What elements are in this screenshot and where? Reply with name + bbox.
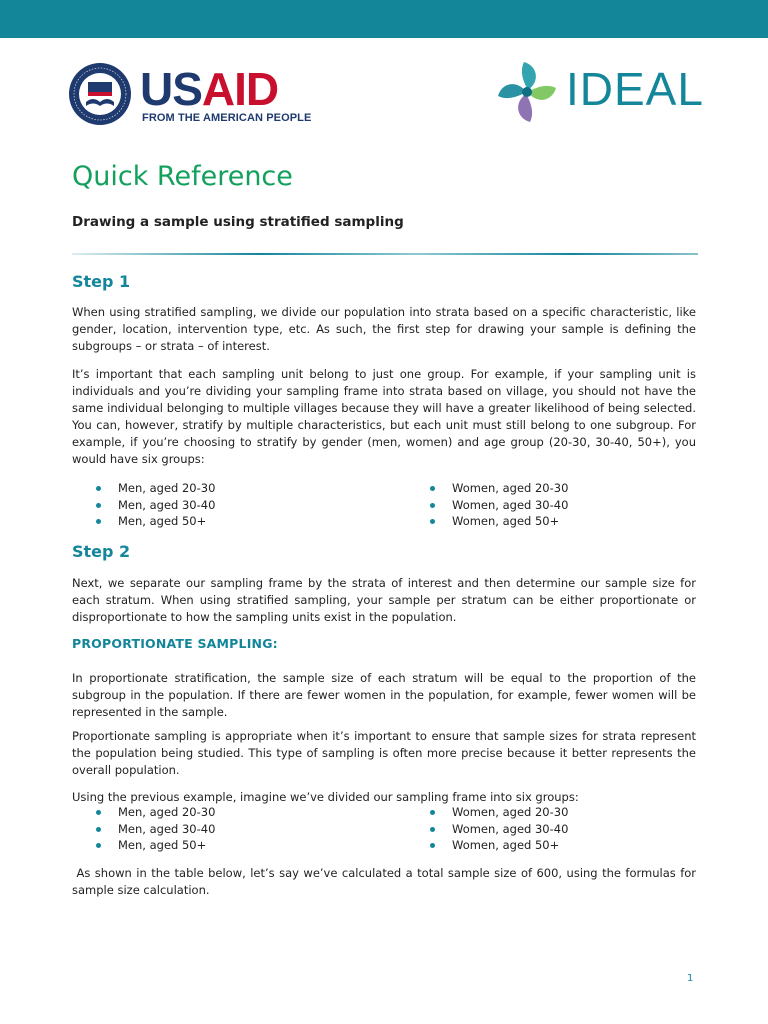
step2-heading: Step 2: [72, 542, 131, 561]
usaid-seal-icon: [68, 62, 132, 126]
list-item: Men, aged 30-40: [96, 821, 215, 838]
step2-paragraph-3: Proportionate sampling is appropriate when it’s important to ensure that sample sizes for strata represent the population being studied. This type of sampling is often more precise because it better represents the overall population.: [72, 729, 696, 777]
usaid-wordmark: USAID: [140, 63, 279, 115]
bullet-icon: [430, 810, 435, 815]
list-item: Men, aged 20-30: [96, 480, 215, 497]
page-number: 1: [687, 973, 694, 984]
step2-paragraph-1: Next, we separate our sampling frame by the strata of interest and then determine our sample size for each stratum. When using stratified sampling, your sample per stratum can be either proportionate or disproportionate to how the sampling units exist in the population.: [72, 576, 696, 624]
bullet-icon: [96, 843, 101, 848]
bullet-icon: [430, 827, 435, 832]
usaid-logo: [68, 62, 312, 132]
proportionate-sampling-heading: PROPORTIONATE SAMPLING:: [72, 636, 278, 651]
ideal-flower-icon: [494, 58, 560, 126]
step2-paragraph-5: As shown in the table below, let’s say we’ve calculated a total sample size of 600, using the formulas for sample size calculation.: [72, 866, 700, 897]
step1-paragraph-1: When using stratified sampling, we divide our population into strata based on a specific characteristic, like gender, location, intervention type, etc. As such, the first step for drawing your sample is defining the subgroups – or strata – of interest.: [72, 305, 696, 353]
bullet-icon: [96, 810, 101, 815]
list-item: Men, aged 20-30: [96, 804, 215, 821]
bullet-icon: [430, 843, 435, 848]
divider-rule: [72, 253, 698, 255]
ideal-wordmark: IDEAL: [566, 63, 704, 115]
bullet-icon: [430, 519, 435, 524]
bullet-icon: [96, 519, 101, 524]
usaid-tagline: FROM THE AMERICAN PEOPLE: [142, 112, 312, 124]
bullet-icon: [96, 827, 101, 832]
step2-paragraph-4: Using the previous example, imagine we’ve divided our sampling frame into six groups:: [72, 790, 579, 804]
list-item: Women, aged 30-40: [430, 821, 568, 838]
list-item: Men, aged 30-40: [96, 497, 215, 514]
list-item: Women, aged 50+: [430, 513, 568, 530]
list-item: Men, aged 50+: [96, 837, 215, 854]
bullet-icon: [96, 503, 101, 508]
page-title: Quick Reference: [72, 161, 293, 192]
list-item: Men, aged 50+: [96, 513, 215, 530]
step1-paragraph-2: It’s important that each sampling unit belong to just one group. For example, if your sampling unit is individuals and you’re dividing your sampling frame into strata based on village, you should not have the same individual belonging to multiple villages because they will have a greater likelihood of being selected. You can, however, stratify by multiple characteristics, but each unit must still belong to one subgroup. For example, if you’re choosing to stratify by gender (men, women) and age group (20-30, 30-40, 50+), you would have six groups:: [72, 367, 696, 466]
step2-paragraph-2: In proportionate stratification, the sample size of each stratum will be equal to the proportion of the subgroup in the population. If there are fewer women in the population, for example, fewer women will be represented in the sample.: [72, 671, 696, 719]
list-item: Women, aged 50+: [430, 837, 568, 854]
step1-heading: Step 1: [72, 272, 131, 291]
bullet-icon: [430, 503, 435, 508]
step1-groups-list: [96, 480, 696, 532]
top-banner: [0, 0, 768, 38]
bullet-icon: [96, 486, 101, 491]
list-item: Women, aged 20-30: [430, 480, 568, 497]
page-subtitle: Drawing a sample using stratified sampling: [72, 214, 404, 230]
list-item: Women, aged 20-30: [430, 804, 568, 821]
ideal-logo: [494, 58, 704, 128]
list-item: Women, aged 30-40: [430, 497, 568, 514]
bullet-icon: [430, 486, 435, 491]
step2-groups-list: [96, 804, 696, 856]
